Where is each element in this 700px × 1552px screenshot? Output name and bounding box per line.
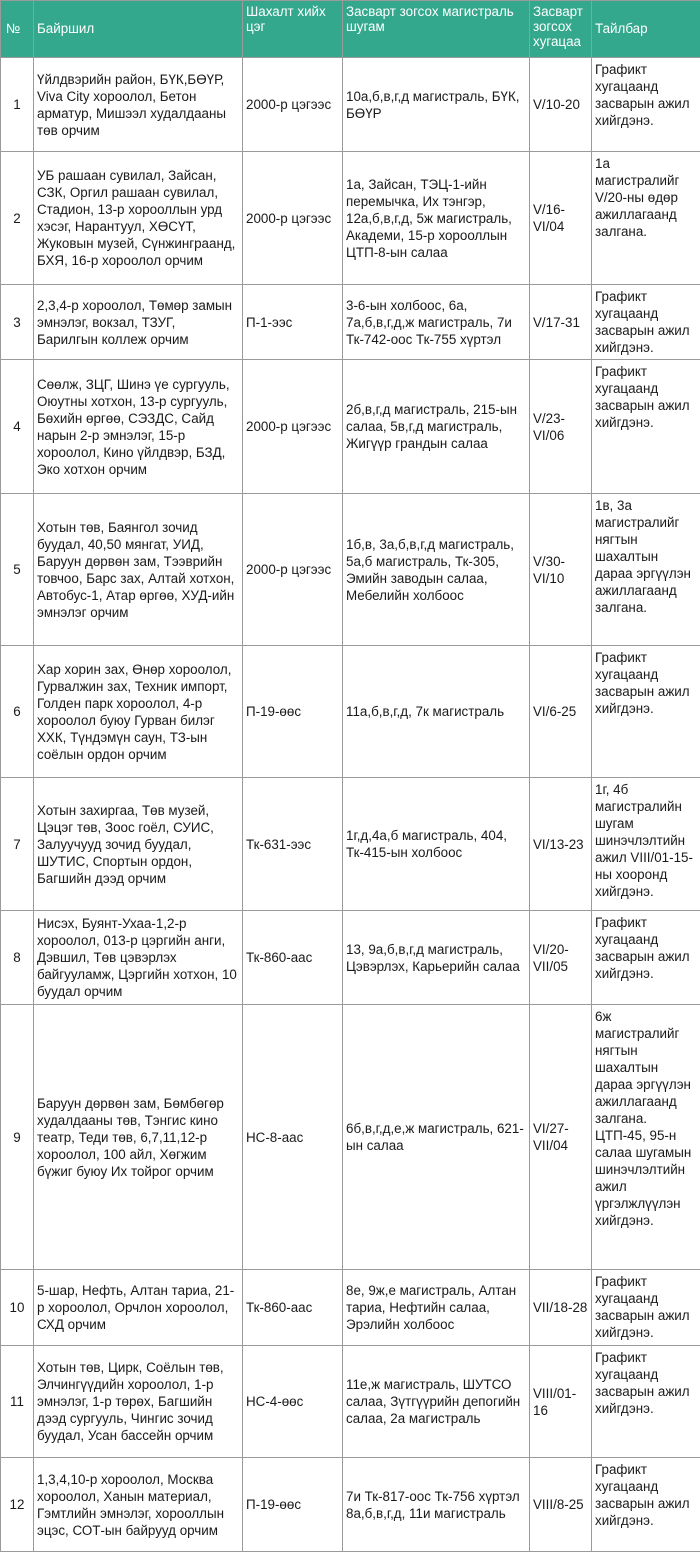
table-row <box>1 911 700 1005</box>
table-row <box>1 778 700 911</box>
row-note: Графикт хугацаанд засварын ажил хийгдэнэ. <box>592 58 700 152</box>
row-number: 8 <box>1 911 34 1005</box>
row-note: 6ж магистралийг нягтын шахалтын дараа эргүүлэн ажиллагаанд залгана. ЦТП-45, 95-н салаа шугамын шинэчлэлтийн ажил үргэлжлүүлэн хийгдэнэ. <box>592 1005 700 1270</box>
row-note: Графикт хугацаанд засварын ажил хийгдэнэ. <box>592 646 700 778</box>
row-period: VI/27-VII/04 <box>530 1005 592 1270</box>
row-location: Хотын төв, Цирк, Соёлын төв, Элчингүүдийн хороолол, 1-р эмнэлэг, 1-р төрөх, Багшийн дээд сургууль, Чингис зочид буудал, Усан бассейн орчим <box>34 1346 243 1458</box>
row-source-point: 2000-р цэгээс <box>243 152 343 285</box>
row-period: VI/6-25 <box>530 646 592 778</box>
row-source-point: 2000-р цэгээс <box>243 58 343 152</box>
row-note: 1а магистралийг V/20-ны өдөр ажиллагаанд залгана. <box>592 152 700 285</box>
row-number: 5 <box>1 494 34 646</box>
table-row <box>1 152 700 285</box>
row-source-point: НС-4-өөс <box>243 1346 343 1458</box>
row-number: 10 <box>1 1270 34 1346</box>
row-source-point: НС-8-аас <box>243 1005 343 1270</box>
row-number: 7 <box>1 778 34 911</box>
row-note: Графикт хугацаанд засварын ажил хийгдэнэ. <box>592 1346 700 1458</box>
row-period: VI/20-VII/05 <box>530 911 592 1005</box>
row-period: VIII/8-25 <box>530 1458 592 1552</box>
row-location: 2,3,4-р хороолол, Төмөр замын эмнэлэг, вокзал, ТЗУГ, Барилгын коллеж орчим <box>34 285 243 360</box>
row-number: 6 <box>1 646 34 778</box>
row-period: V/23-VI/06 <box>530 360 592 494</box>
row-main-line: 7и Тк-817-оос Тк-756 хүртэл 8а,б,в,г,д, 11и магистраль <box>343 1458 530 1552</box>
row-main-line: 1б,в, 3а,б,в,г,д магистраль, 5а,б магистраль, Тк-305, Эмийн заводын салаа, Мебелийн холбоос <box>343 494 530 646</box>
row-source-point: Тк-631-ээс <box>243 778 343 911</box>
row-source-point: П-1-ээс <box>243 285 343 360</box>
row-location: Баруун дөрвөн зам, Бөмбөгөр худалдааны төв, Тэнгис кино театр, Теди төв, 6,7,11,12-р хороолол, 100 айл, Хөгжим бүжиг буюу Их тойрог орчим <box>34 1005 243 1270</box>
row-period: V/16-VI/04 <box>530 152 592 285</box>
row-main-line: 11а,б,в,г,д, 7к магистраль <box>343 646 530 778</box>
row-number: 2 <box>1 152 34 285</box>
header-main-line: Засварт зогсох магистраль шугам <box>343 1 530 58</box>
row-main-line: 2б,в,г,д магистраль, 215-ын салаа, 5в,г,д магистраль, Жигүүр грандын салаа <box>343 360 530 494</box>
row-main-line: 1а, Зайсан, ТЭЦ-1-ийн перемычка, Их тэнгэр, 12а,б,в,г,д, 5ж магистраль, Академи, 15-р хорооллын ЦТП-8-ын салаа <box>343 152 530 285</box>
header-source-point: Шахалт хийх цэг <box>243 1 343 58</box>
row-note: Графикт хугацаанд засварын ажил хийгдэнэ. <box>592 1458 700 1552</box>
row-number: 1 <box>1 58 34 152</box>
row-period: VI/13-23 <box>530 778 592 911</box>
row-source-point: П-19-өөс <box>243 646 343 778</box>
row-note: Графикт хугацаанд засварын ажил хийгдэнэ. <box>592 285 700 360</box>
row-number: 4 <box>1 360 34 494</box>
row-note: Графикт хугацаанд засварын ажил хийгдэнэ. <box>592 1270 700 1346</box>
row-location: Нисэх, Буянт-Ухаа-1,2-р хороолол, 013-р цэргийн анги, Дэвшил, Төв цэвэрлэх байгууламж, Цэргийн хотхон, 10 буудал орчим <box>34 911 243 1005</box>
header-location: Байршил <box>34 1 243 58</box>
row-source-point: Тк-860-аас <box>243 1270 343 1346</box>
row-location: Сөөлж, ЗЦГ, Шинэ үе сургууль, Оюутны хотхон, 13-р сургууль, Бөхийн өргөө, СЭЗДС, Сайд нарын 2-р эмнэлэг, 15-р хороолол, Кино үйлдвэр, БЗД, Эко хотхон орчим <box>34 360 243 494</box>
row-note: Графикт хугацаанд засварын ажил хийгдэнэ. <box>592 360 700 494</box>
table-row <box>1 1346 700 1458</box>
header-row <box>1 1 700 58</box>
row-period: V/17-31 <box>530 285 592 360</box>
row-period: VII/18-28 <box>530 1270 592 1346</box>
row-main-line: 1г,д,4а,б магистраль, 404, Тк-415-ын холбоос <box>343 778 530 911</box>
row-main-line: 6б,в,г,д,е,ж магистраль, 621-ын салаа <box>343 1005 530 1270</box>
table-row <box>1 360 700 494</box>
table-row <box>1 1270 700 1346</box>
row-location: Хотын захиргаа, Төв музей, Цэцэг төв, Зоос гоёл, СУИС, Залуучууд зочид буудал, ШУТИС, Спортын ордон, Багшийн дээд орчим <box>34 778 243 911</box>
row-source-point: 2000-р цэгээс <box>243 360 343 494</box>
row-main-line: 8е, 9ж,е магистраль, Алтан тариа, Нефтийн салаа, Эрэлийн холбоос <box>343 1270 530 1346</box>
row-location: 5-шар, Нефть, Алтан тариа, 21-р хороолол, Орчлон хороолол, СХД орчим <box>34 1270 243 1346</box>
row-period: VIII/01-16 <box>530 1346 592 1458</box>
table-row <box>1 494 700 646</box>
row-main-line: 3-6-ын холбоос, 6а, 7а,б,в,г,д,ж магистраль, 7и Тк-742-оос Тк-755 хүртэл <box>343 285 530 360</box>
row-main-line: 13, 9а,б,в,г,д магистраль, Цэвэрлэх, Карьерийн салаа <box>343 911 530 1005</box>
row-source-point: П-19-өөс <box>243 1458 343 1552</box>
row-period: V/30-VI/10 <box>530 494 592 646</box>
row-note: Графикт хугацаанд засварын ажил хийгдэнэ. <box>592 911 700 1005</box>
row-note: 1в, 3а магистралийг нягтын шахалтын дараа эргүүлэн ажиллагаанд залгана. <box>592 494 700 646</box>
row-main-line: 11е,ж магистраль, ШУТСО салаа, Зүтгүүрийн депогийн салаа, 2а магистраль <box>343 1346 530 1458</box>
row-number: 11 <box>1 1346 34 1458</box>
row-number: 9 <box>1 1005 34 1270</box>
table-row <box>1 1005 700 1270</box>
row-note: 1г, 4б магистралийн шугам шинэчлэлтийн ажил VIII/01-15-ны хооронд хийгдэнэ. <box>592 778 700 911</box>
table-row <box>1 58 700 152</box>
row-location: УБ рашаан сувилал, Зайсан, СЗК, Оргил рашаан сувилал, Стадион, 13-р хорооллын урд хэсэг, Нарантуул, ХӨСҮТ, Жуковын музей, Сүнжинграанд, БХЯ, 16-р хороолол орчим <box>34 152 243 285</box>
header-period: Засварт зогсох хугацаа <box>530 1 592 58</box>
row-main-line: 10а,б,в,г,д магистраль, БҮК, БӨҮР <box>343 58 530 152</box>
header-number: № <box>1 1 34 58</box>
header-note: Тайлбар <box>592 1 700 58</box>
row-source-point: 2000-р цэгээс <box>243 494 343 646</box>
table-row <box>1 646 700 778</box>
row-location: 1,3,4,10-р хороолол, Москва хороолол, Ханын материал, Гэмтлийн эмнэлэг, хорооллын эцэс, СОТ-ын байрууд орчим <box>34 1458 243 1552</box>
row-location: Хотын төв, Баянгол зочид буудал, 40,50 мянгат, УИД, Баруун дөрвөн зам, Тээврийн товчоо, Барс зах, Алтай хотхон, Автобус-1, Атар өргөө, ХУД-ийн эмнэлэг орчим <box>34 494 243 646</box>
table-row <box>1 285 700 360</box>
table-row <box>1 1458 700 1552</box>
row-number: 12 <box>1 1458 34 1552</box>
row-number: 3 <box>1 285 34 360</box>
row-source-point: Тк-860-аас <box>243 911 343 1005</box>
row-location: Хар хорин зах, Өнөр хороолол, Гурвалжин зах, Техник импорт, Голден парк хороолол, 4-р хороолол буюу Гурван билэг ХХК, Түндэмүн саун, ТЗ-ын соёлын ордон орчим <box>34 646 243 778</box>
row-period: V/10-20 <box>530 58 592 152</box>
row-location: Үйлдвэрийн район, БҮК,БӨҮР, Viva City хороолол, Бетон арматур, Мишээл худалдааны төв орчим <box>34 58 243 152</box>
